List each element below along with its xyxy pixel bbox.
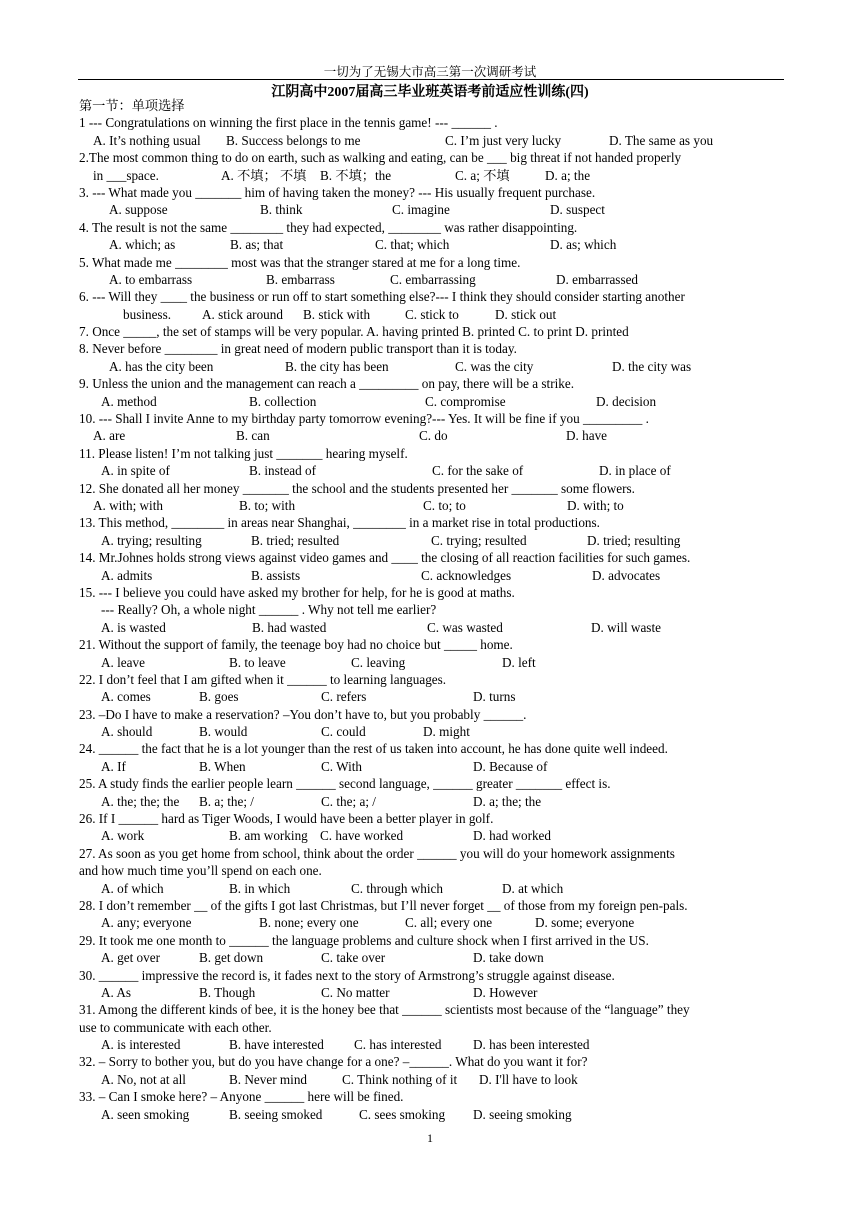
options-25 [79,793,785,810]
option-6-d[interactable]: D. stick out [495,306,557,322]
options-10 [79,427,785,444]
option-6-c[interactable]: C. stick to [405,306,459,322]
question-33: 33. – Can I smoke here? – Anyone ______ here will be fined. [79,1089,404,1105]
option-27-a[interactable]: A. of which [101,880,164,896]
question-1: 1 --- Congratulations on winning the first place in the tennis game! --- ______ . [79,115,498,131]
option-22-d[interactable]: D. turns [473,689,516,705]
options-14 [79,567,785,584]
option-12-b[interactable]: B. to; with [239,497,296,513]
options-33 [79,1106,785,1123]
option-31-c[interactable]: C. has interested [354,1037,442,1053]
option-3-d[interactable]: D. suspect [550,202,605,218]
question-32: 32. – Sorry to bother you, but do you have change for a one? –______. What do you want it for? [79,1054,588,1070]
option-24-b[interactable]: B. When [199,758,246,774]
option-27-d[interactable]: D. at which [502,880,564,896]
option-21-c[interactable]: C. leaving [351,654,406,670]
options-13 [79,532,785,549]
options-8 [79,358,785,375]
option-33-a[interactable]: A. seen smoking [101,1106,190,1122]
option-32-a[interactable]: A. No, not at all [101,1071,186,1087]
options-9 [79,393,785,410]
option-22-a[interactable]: A. comes [101,689,151,705]
option-22-b[interactable]: B. goes [199,689,239,705]
option-27-b[interactable]: B. in which [229,880,291,896]
option-5-d[interactable]: D. embarrassed [556,271,639,287]
option-9-b[interactable]: B. collection [249,393,317,409]
question-11: 11. Please listen! I’m not talking just _______ hearing myself. [79,445,408,461]
option-2-a[interactable]: A. 不填； 不填 [221,167,307,183]
option-9-d[interactable]: D. decision [596,393,657,409]
option-9-c[interactable]: C. compromise [425,393,506,409]
options-23 [79,723,785,740]
question-6-continuation-text: business. [123,306,171,322]
option-5-b[interactable]: B. embarrass [266,271,335,287]
options-11 [79,462,785,479]
option-3-b[interactable]: B. think [260,202,303,218]
question-8: 8. Never before ________ in great need of modern public transport than it is today. [79,341,517,357]
options-29 [79,949,785,966]
option-22-c[interactable]: C. refers [321,689,367,705]
question-6: 6. --- Will they ____ the business or run off to start something else?--- I think they should consider starting another [79,289,685,305]
option-11-a[interactable]: A. in spite of [101,463,170,479]
question-list [79,97,785,1123]
option-11-c[interactable]: C. for the sake of [432,463,524,479]
options-12 [79,497,785,514]
option-4-a[interactable]: A. which; as [109,237,176,253]
option-8-c[interactable]: C. was the city [455,358,534,374]
option-24-a[interactable]: A. If [101,758,126,774]
question-12: 12. She donated all her money _______ the school and the students presented her _______ some flowers. [79,480,635,496]
option-4-b[interactable]: B. as; that [230,237,284,253]
option-30-c[interactable]: C. No matter [321,984,390,1000]
options-3 [79,201,785,218]
option-29-b[interactable]: B. get down [199,950,264,966]
option-2-b[interactable]: B. 不填；the [320,167,392,183]
option-11-b[interactable]: B. instead of [249,463,317,479]
question-10: 10. --- Shall I invite Anne to my birthday party tomorrow evening?--- Yes. It will be fine if you _________ . [79,411,649,427]
option-4-c[interactable]: C. that; which [375,237,450,253]
option-29-d[interactable]: D. take down [473,950,544,966]
option-26-d[interactable]: D. had worked [473,828,552,844]
question-24: 24. ______ the fact that he is a lot younger than the rest of us taken into account, he has done quite well indeed. [79,741,668,757]
option-13-c[interactable]: C. trying; resulted [431,532,527,548]
options-5 [79,271,785,288]
option-12-c[interactable]: C. to; to [423,497,466,513]
option-15-b[interactable]: B. had wasted [252,619,327,635]
option-33-b[interactable]: B. seeing smoked [229,1106,323,1122]
option-29-a[interactable]: A. get over [101,950,160,966]
option-24-c[interactable]: C. With [321,758,362,774]
option-28-c[interactable]: C. all; every one [405,915,493,931]
option-11-d[interactable]: D. in place of [599,463,671,479]
option-29-c[interactable]: C. take over [321,950,386,966]
option-30-d[interactable]: D. However [473,984,538,1000]
question-30: 30. ______ impressive the record is, it fades next to the story of Armstrong’s struggle against disease. [79,967,615,983]
option-33-c[interactable]: C. sees smoking [359,1106,446,1122]
options-21 [79,654,785,671]
option-1-c[interactable]: C. I’m just very lucky [445,132,562,148]
option-1-a[interactable]: A. It’s nothing usual [93,132,201,148]
options-28 [79,914,785,931]
option-31-b[interactable]: B. have interested [229,1037,324,1053]
option-32-d[interactable]: D. I'll have to look [479,1071,578,1087]
question-15: 15. --- I believe you could have asked my brother for help, for he is good at maths. [79,584,515,600]
question-27: 27. As soon as you get home from school, think about the order ______ you will do your homework assignments [79,845,675,861]
question-28: 28. I don’t remember __ of the gifts I got last Christmas, but I’ll never forget __ of those from my foreign pen-pals. [79,897,688,913]
question-4: 4. The result is not the same ________ they had expected, ________ was rather disappointing. [79,219,578,235]
option-10-c[interactable]: C. do [419,428,448,444]
option-28-b[interactable]: B. none; every one [259,915,359,931]
question-25: 25. A study finds the earlier people learn ______ second language, ______ greater _______ effect is. [79,776,611,792]
options-24 [79,758,785,775]
option-30-b[interactable]: B. Though [199,984,256,1000]
options-31 [79,1036,785,1053]
option-12-d[interactable]: D. with; to [567,497,624,513]
option-31-d[interactable]: D. has been interested [473,1037,590,1053]
option-9-a[interactable]: A. method [101,393,157,409]
option-25-d[interactable]: D. a; the; the [473,793,542,809]
question-9: 9. Unless the union and the management can reach a _________ on pay, there will be a strike. [79,376,574,392]
option-3-a[interactable]: A. suppose [109,202,168,218]
option-26-a[interactable]: A. work [101,828,145,844]
option-25-b[interactable]: B. a; the; / [199,793,254,809]
options-26 [79,827,785,844]
options-15 [79,619,785,636]
question-26: 26. If I ______ hard as Tiger Woods, I would have been a better player in golf. [79,811,494,827]
option-31-a[interactable]: A. is interested [101,1037,181,1053]
option-15-d[interactable]: D. will waste [591,619,661,635]
option-8-b[interactable]: B. the city has been [285,358,389,374]
option-13-d[interactable]: D. tried; resulting [587,532,681,548]
option-10-b[interactable]: B. can [236,428,270,444]
option-6-a[interactable]: A. stick around [202,306,283,322]
option-25-a[interactable]: A. the; the; the [101,793,180,809]
option-3-c[interactable]: C. imagine [392,202,450,218]
option-12-a[interactable]: A. with; with [93,497,163,513]
option-14-d[interactable]: D. advocates [592,567,661,583]
options-27 [79,880,785,897]
running-header: 一切为了无锡大市高三第一次调研考试 [323,65,537,79]
options-22 [79,688,785,705]
option-21-b[interactable]: B. to leave [229,654,286,670]
page-number: 1 [427,1131,433,1145]
option-14-b[interactable]: B. assists [251,567,301,583]
options-4 [79,236,785,253]
option-24-d[interactable]: D. Because of [473,758,548,774]
option-15-a[interactable]: A. is wasted [101,619,166,635]
question-2-continuation [79,167,785,184]
option-5-a[interactable]: A. to embarrass [109,271,193,287]
option-14-a[interactable]: A. admits [101,567,153,583]
option-10-a[interactable]: A. are [93,428,126,444]
option-1-d[interactable]: D. The same as you [609,132,714,148]
header-rule [78,79,784,80]
question-31-continuation: use to communicate with each other. [79,1019,272,1035]
option-2-c[interactable]: C. a; 不填 [455,167,510,183]
option-23-a[interactable]: A. should [101,724,153,740]
question-27-continuation: and how much time you’ll spend on each one. [79,863,322,879]
options-30 [79,984,785,1001]
option-32-b[interactable]: B. Never mind [229,1071,308,1087]
option-2-d[interactable]: D. a; the [545,167,591,183]
question-23: 23. –Do I have to make a reservation? –You don’t have to, but you probably ______. [79,706,527,722]
option-6-b[interactable]: B. stick with [303,306,371,322]
option-23-b[interactable]: B. would [199,724,248,740]
option-4-d[interactable]: D. as; which [550,237,617,253]
question-2: 2.The most common thing to do on earth, such as walking and eating, can be ___ big threat if not handed properly [79,150,682,166]
options-32 [79,1071,785,1088]
option-30-a[interactable]: A. As [101,984,132,1000]
option-13-b[interactable]: B. tried; resulted [251,532,340,548]
option-27-c[interactable]: C. through which [351,880,443,896]
option-23-c[interactable]: C. could [321,724,366,740]
option-28-a[interactable]: A. any; everyone [101,915,192,931]
option-26-c[interactable]: C. have worked [320,828,404,844]
option-23-d[interactable]: D. might [423,724,470,740]
question-21: 21. Without the support of family, the teenage boy had no choice but _____ home. [79,637,513,653]
option-21-d[interactable]: D. left [502,654,536,670]
question-7: 7. Once _____, the set of stamps will be very popular. A. having printed B. printed C. to print D. printed [79,324,629,340]
option-10-d[interactable]: D. have [566,428,608,444]
option-32-c[interactable]: C. Think nothing of it [342,1071,458,1087]
question-2-continuation-text: in ___space. [93,167,159,183]
options-1 [79,132,785,149]
option-5-c[interactable]: C. embarrassing [390,271,476,287]
option-21-a[interactable]: A. leave [101,654,145,670]
option-8-a[interactable]: A. has the city been [109,358,214,374]
option-1-b[interactable]: B. Success belongs to me [226,132,361,148]
question-5: 5. What made me ________ most was that the stranger stared at me for a long time. [79,254,521,270]
option-26-b[interactable]: B. am working [229,828,308,844]
section-heading: 第一节：单项选择 [79,98,185,113]
question-31: 31. Among the different kinds of bee, it is the honey bee that ______ scientists most because of the “language” they [79,1002,690,1018]
question-14: 14. Mr.Johnes holds strong views against video games and ____ the closing of all reaction facilities for such games. [79,550,691,566]
question-15-continuation: --- Really? Oh, a whole night ______ . Why not tell me earlier? [101,602,437,618]
question-22: 22. I don’t feel that I am gifted when it ______ to learning languages. [79,671,447,687]
option-33-d[interactable]: D. seeing smoking [473,1106,572,1122]
option-25-c[interactable]: C. the; a; / [321,793,376,809]
question-3: 3. --- What made you _______ him of having taken the money? --- His usually frequent purchase. [79,184,596,200]
question-6-continuation [79,306,785,323]
exam-title: 江阴高中2007届高三毕业班英语考前适应性训练(四) [271,85,589,100]
question-13: 13. This method, ________ in areas near Shanghai, ________ in a market rise in total productions. [79,515,600,531]
question-29: 29. It took me one month to ______ the language problems and culture shock when I first arrived in the US. [79,932,649,948]
option-13-a[interactable]: A. trying; resulting [101,532,202,548]
option-8-d[interactable]: D. the city was [612,358,692,374]
option-14-c[interactable]: C. acknowledges [421,567,512,583]
option-15-c[interactable]: C. was wasted [427,619,503,635]
option-28-d[interactable]: D. some; everyone [535,915,635,931]
